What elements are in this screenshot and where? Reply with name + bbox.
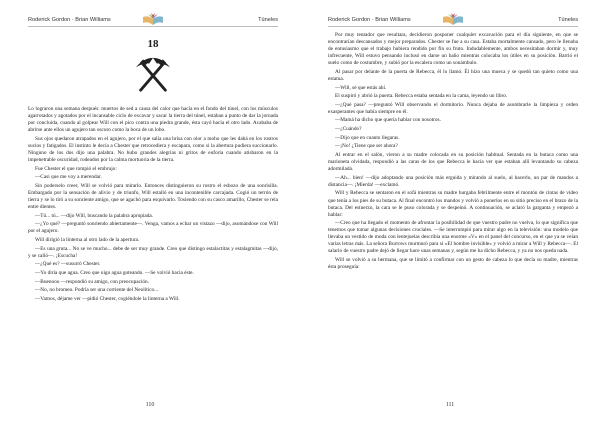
paragraph: —Vamos, déjame ver —pidió Chester, cogiéndole la linterna a Will. [35,295,180,302]
paragraph: —Es una gruta... No se ve mucho... debe de ser muy grande. Creo que distingo estalactitas y estalagmitas —dijo, y se calló—. ¡Escucha! [28,245,278,259]
paragraph: —Buenooo —respondió su amigo, con preocupación. [35,278,150,285]
left-page-body [28,106,278,303]
paragraph: —Will, sé que estás ahí. [335,84,387,91]
paragraph: —Creo que ha llegado el momento de afrontar la posibilidad de que vuestro padre no vuelva, lo que significa que tenemos que tomar algunas decisiones cruciales. —Se interrumpió para mirar algo en la televisión: una modelo que llevaba un vestido de moda con lentejuelas describía una enorme «V» en el panel del concurso, en el que ya se veían varias letras más. La señora Burrows murmuró para sí «El hombre invisible» y volvió a mirar a Will y Rebecca—. El salario de vuestro padre dejó de llegar hace unas semanas y, según me ha dicho Rebecca, y ya no nos queda nada. [328,220,578,255]
paragraph: Will se volvió a su hermana, que se limitó a confirmar con un gesto de cabeza lo que decía su madre, mientras ésta proseguía: [328,257,578,271]
paragraph: Al pasar por delante de la puerta de Rebecca, él lo llamó. Él hizo una mueca y se quedó tan quieto como una estatua. [328,68,578,82]
header-title: Túneles [558,17,578,23]
paragraph: Will dirigió la linterna al otro lado de la apertura. [35,236,140,243]
running-header [328,14,578,27]
right-page-body [328,32,578,271]
paragraph: —Mamá ha dicho que quería hablar con nosotros. [335,117,441,124]
header-title: Túneles [258,17,278,23]
header-author: Roderick Gordon · Brian Williams [328,17,411,23]
paragraph: —¿Qué pasa? —preguntó Will observando el dormitorio. Nunca dejaba de asombrarle la limpieza y orden exasperantes que había siempre en él. [328,101,578,115]
paragraph: —¿Yo qué? —preguntó sonriendo abiertamente—. Venga, vamos a echar un vistazo —dijo, asomándose con Will por el agujero. [28,221,278,235]
paragraph: —¿Cuándo? [335,126,362,133]
right-page [300,0,600,424]
paragraph: Al entrar en el salón, vieron a su madre colocada en su posición habitual. Sentada en la butaca como una marioneta olvidada, respondió a las caras de los que Rebecca le hacía ver que estaban allí levantando su cabeza adormilada. [328,152,578,173]
page-number: 111 [445,402,455,408]
paragraph: —¡No! ¿Tiene que ser ahora? [335,143,398,150]
open-book-logo-icon [142,12,164,26]
paragraph: —Casi que me voy a merendar. [35,174,102,181]
paragraph: —Dijo que en cuanto llegaras. [335,134,400,141]
paragraph: Lo lograron una semana después: muertos de sed a causa del calor que hacía en el fondo del túnel, con los músculos agarrotados y agotados por el incansable ciclo de excavar y sacar la tierra del túnel, estaban a punto de dar la jornada por concluida, cuando al golpear Will con el pico contra una piedra grande, ésta cayó hacia el otro lado. Acababa de abrirse ante ellos un agujero tan oscuro como la boca de un lobo. [28,106,278,134]
paragraph: —¿Qué es? —susurró Chester. [35,261,101,268]
paragraph: Sus ojos quedaron atrapados en el agujero, por el que salía una brisa con olor a moho que les dabá en los rostros sucios y fatigados. El instinto le decía a Chester que retrocediera y escapara, como si la abertura pudiera succionarlo. Ninguno de los dos dijo una palabra. No hubo grandes alegrías ni gritos de euforia cuando atisbaron en la impenetrable oscuridad, rodeados por la calma mortuoria de la tierra. [28,135,278,163]
paragraph: —Yo diría que agua. Creo que oigo agua goteando. —Se volvió hacia éste. [35,269,194,276]
running-header [28,14,278,27]
paragraph: —Ah... bien! —dijo adoptando una posición más erguida y mirando al suelo, al hacerlo, un par de mandos a distancia—. ¡Mierda! —exclamó. [328,174,578,188]
paragraph: —No, no bromeo. Podría ser una corriente del Neolítico... [35,287,159,294]
header-author: Roderick Gordon · Brian Williams [28,17,111,23]
open-book-logo-icon [442,12,464,26]
paragraph: Will y Rebecca se sentaron en el sofá mientras su madre hurgaba febrilmente entre el montón de cintas de vídeo que tenía a los pies de su butaca. Al final encontró los mandos y volvió a ponerlos en su sitio preciso en el brazo de la butaca. Del estuerzo, la cara se le puso colorada y se despeinó. A continuación, se aclaró la garganta y empezó a hablar: [328,190,578,218]
paragraph: Por muy tentador que resultara, decidieron posponer cualquier excavación para el día siguiente, en que se encontrarían descansados y mejor preparados. Chester se fue a su casa. Estaba mortalmente cansado, pero le llenaba de entusiasmo que el trabajo hubiera rendido por fin su fruto. Indudablemente, ambos necesitaban dormir y, muy infrecuente, Will estuvo pensando inclusó en darse un baño mientras colocaba los útiles en su posición. Barrió el suelo como de costumbre, y subió por la escalera como un sonámbulo. [328,32,578,67]
crossed-pickaxes-icon [134,54,172,94]
page-number: 110 [145,402,155,408]
paragraph: El suspiró y abrió la puerta. Rebecca estaba sentada en la cama, leyendo un libro. [335,93,508,100]
paragraph: Sin poderselo creer, Will se volvió para mirarlo. Entonces distinguieron su rostro el esbozo de una sonrisilla. Embargado por la sensación de alivio y de triunfo, Will estalló en una incontenible carcajada. Cogió un terrón de tierra y se lo tiró a su sonriente amigo, que se agachó para esquivarlo. Tosiendo con su casco amarillo, Chester se reía entre dientes. [28,182,278,210]
chapter-number: 18 [147,38,159,50]
paragraph: Fue Chester el que rompió el embrujo: [35,165,117,172]
paragraph: —Tú... tú... —dijo Will, buscando la palabra apropiada. [35,212,154,219]
